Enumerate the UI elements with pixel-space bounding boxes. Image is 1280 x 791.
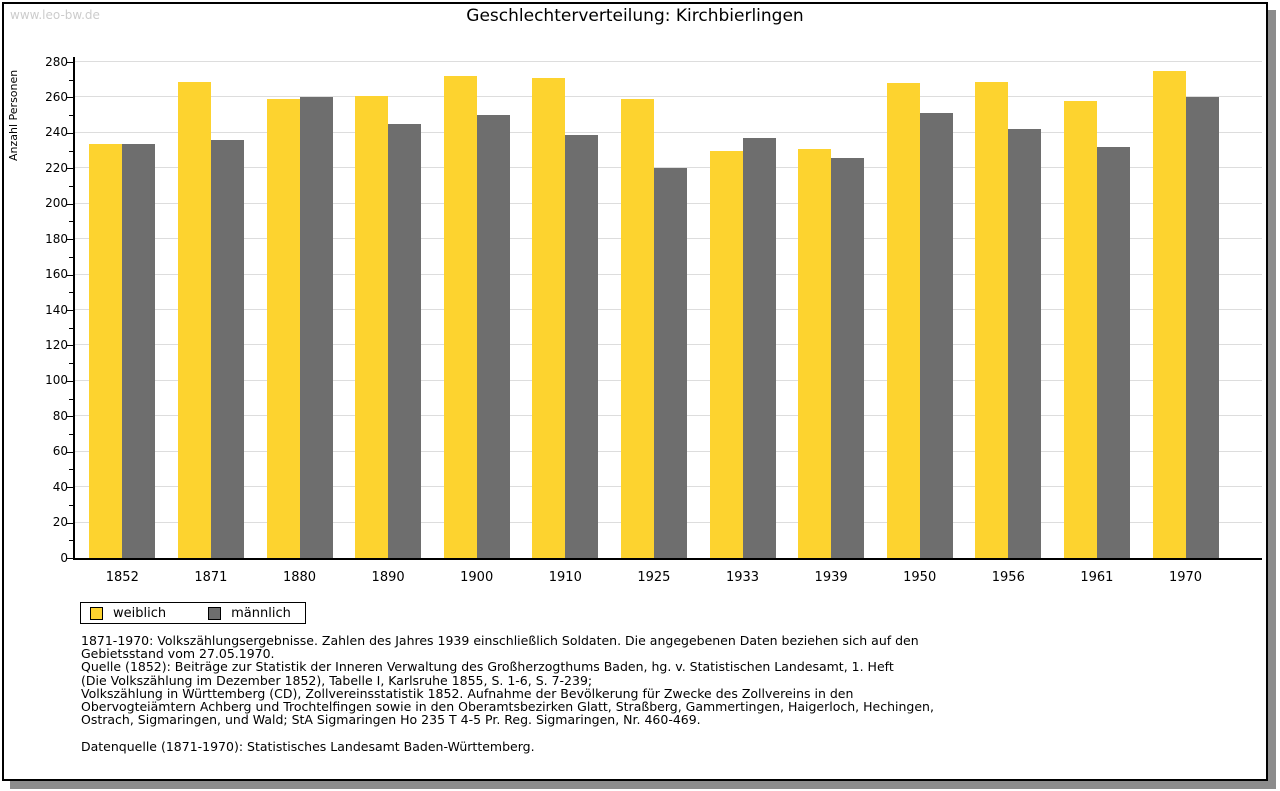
chart-title: Geschlechterverteilung: Kirchbierlingen: [466, 6, 804, 26]
footnote-line: Obervogteiämtern Achberg und Trochtelfingen sowie in den Oberamtsbezirken Glatt, Straßberg, Gammertingen, Haigerloch, Hechingen,: [81, 699, 934, 715]
y-tick-label-140: 140: [45, 302, 68, 317]
watermark: www.leo-bw.de: [10, 8, 100, 22]
bar-männlich-1852: [122, 144, 155, 559]
x-tick-label-1890: 1890: [371, 570, 405, 585]
footnote-line: Ostrach, Sigmaringen, und Wald; StA Sigmaringen Ho 235 T 4-5 Pr. Reg. Sigmaringen, Nr. 460-469.: [81, 712, 701, 728]
x-tick-label-1933: 1933: [725, 570, 760, 585]
x-axis-line: [73, 558, 1262, 560]
y-tick-label-280: 280: [45, 54, 68, 69]
bar-weiblich-1933: [710, 151, 743, 558]
chart-panel: [2, 2, 1268, 781]
y-tick-30: [69, 505, 74, 506]
bar-männlich-1925: [654, 168, 687, 558]
x-tick-label-1939: 1939: [814, 570, 848, 585]
y-tick-label-20: 20: [52, 515, 68, 530]
bar-weiblich-1970: [1153, 71, 1186, 558]
bar-männlich-1871: [211, 140, 244, 558]
y-tick-label-240: 240: [45, 125, 68, 140]
y-tick-90: [69, 399, 74, 400]
bar-männlich-1880: [300, 97, 333, 558]
bar-männlich-1939: [831, 158, 864, 558]
y-tick-190: [69, 221, 74, 222]
bar-weiblich-1871: [178, 82, 211, 559]
bar-weiblich-1961: [1064, 101, 1097, 558]
y-tick-250: [69, 115, 74, 116]
y-tick-label-220: 220: [45, 160, 68, 175]
y-tick-label-180: 180: [45, 231, 68, 246]
bar-männlich-1956: [1008, 129, 1041, 558]
y-tick-150: [69, 292, 74, 293]
bar-männlich-1910: [565, 135, 598, 558]
y-tick-110: [69, 363, 74, 364]
y-axis-title: Anzahl Personen: [7, 69, 20, 161]
y-tick-label-80: 80: [52, 408, 68, 423]
grid-line-260: [75, 96, 1262, 97]
y-tick-170: [69, 257, 74, 258]
y-tick-130: [69, 328, 74, 329]
bar-männlich-1950: [920, 113, 953, 558]
x-tick-label-1956: 1956: [991, 570, 1025, 585]
y-tick-label-60: 60: [52, 444, 68, 459]
y-tick-270: [69, 80, 74, 81]
bar-weiblich-1956: [975, 82, 1008, 559]
legend-item-weiblich: [90, 606, 166, 621]
y-tick-50: [69, 469, 74, 470]
bar-männlich-1970: [1186, 97, 1219, 558]
bar-weiblich-1925: [621, 99, 654, 558]
x-tick-label-1925: 1925: [637, 570, 671, 585]
footnote-line: Volkszählung in Württemberg (CD), Zollvereinsstatistik 1852. Aufnahme der Bevölkerung für Zwecke des Zollvereins in den: [81, 685, 854, 701]
x-tick-label-1900: 1900: [460, 570, 494, 585]
y-tick-label-40: 40: [52, 479, 68, 494]
y-tick-210: [69, 186, 74, 187]
bar-weiblich-1890: [355, 96, 388, 558]
y-tick-label-100: 100: [45, 373, 68, 388]
weiblich-swatch-icon: [90, 607, 103, 620]
footnote-line: 1871-1970: Volkszählungsergebnisse. Zahlen des Jahres 1939 einschließlich Soldaten. Die angegebenen Daten beziehen sich auf den: [81, 633, 919, 648]
y-tick-230: [69, 151, 74, 152]
bar-weiblich-1950: [887, 83, 920, 558]
y-tick-70: [69, 434, 74, 435]
x-tick-label-1880: 1880: [282, 570, 317, 585]
bar-männlich-1933: [743, 138, 776, 558]
datasource-line: Datenquelle (1871-1970): Statistisches Landesamt Baden-Württemberg.: [81, 739, 535, 755]
x-axis-labels: [75, 570, 1262, 588]
y-tick-label-160: 160: [45, 267, 68, 282]
bar-männlich-1890: [388, 124, 421, 558]
legend-label-weiblich: weiblich: [113, 605, 167, 621]
bar-weiblich-1880: [267, 99, 300, 558]
legend: [80, 602, 306, 624]
x-tick-label-1950: 1950: [903, 570, 937, 585]
legend-item-maennlich: [208, 606, 291, 621]
maennlich-swatch-icon: [208, 607, 221, 620]
plot-area: [75, 62, 1262, 558]
x-tick-label-1871: 1871: [194, 570, 228, 585]
bar-weiblich-1910: [532, 78, 565, 558]
legend-label-maennlich: männlich: [231, 605, 291, 621]
footnote-line: Quelle (1852): Beiträge zur Statistik der Inneren Verwaltung des Großherzogthums Baden, hg. v. Statistischen Landesamt, 1. Heft: [81, 659, 894, 675]
y-tick-label-120: 120: [45, 337, 68, 352]
footnote-line: (Die Volkszählung im Dezember 1852), Tabelle I, Karlsruhe 1855, S. 1-6, S. 7-239;: [81, 672, 593, 688]
y-tick-10: [69, 540, 74, 541]
grid-line-280: [75, 61, 1262, 62]
footnote-line: Gebietsstand vom 27.05.1970.: [81, 646, 275, 662]
bar-weiblich-1852: [89, 144, 122, 559]
x-tick-label-1970: 1970: [1168, 570, 1203, 585]
bar-weiblich-1900: [444, 76, 477, 558]
x-tick-label-1852: 1852: [105, 570, 139, 585]
bar-männlich-1900: [477, 115, 510, 558]
x-tick-label-1910: 1910: [548, 570, 582, 585]
y-tick-label-260: 260: [45, 89, 68, 104]
x-tick-label-1961: 1961: [1080, 570, 1114, 585]
footnotes: [81, 634, 1221, 754]
bar-weiblich-1939: [798, 149, 831, 558]
y-tick-label-200: 200: [45, 196, 68, 211]
bar-männlich-1961: [1097, 147, 1130, 558]
y-tick-label-0: 0: [60, 550, 68, 565]
